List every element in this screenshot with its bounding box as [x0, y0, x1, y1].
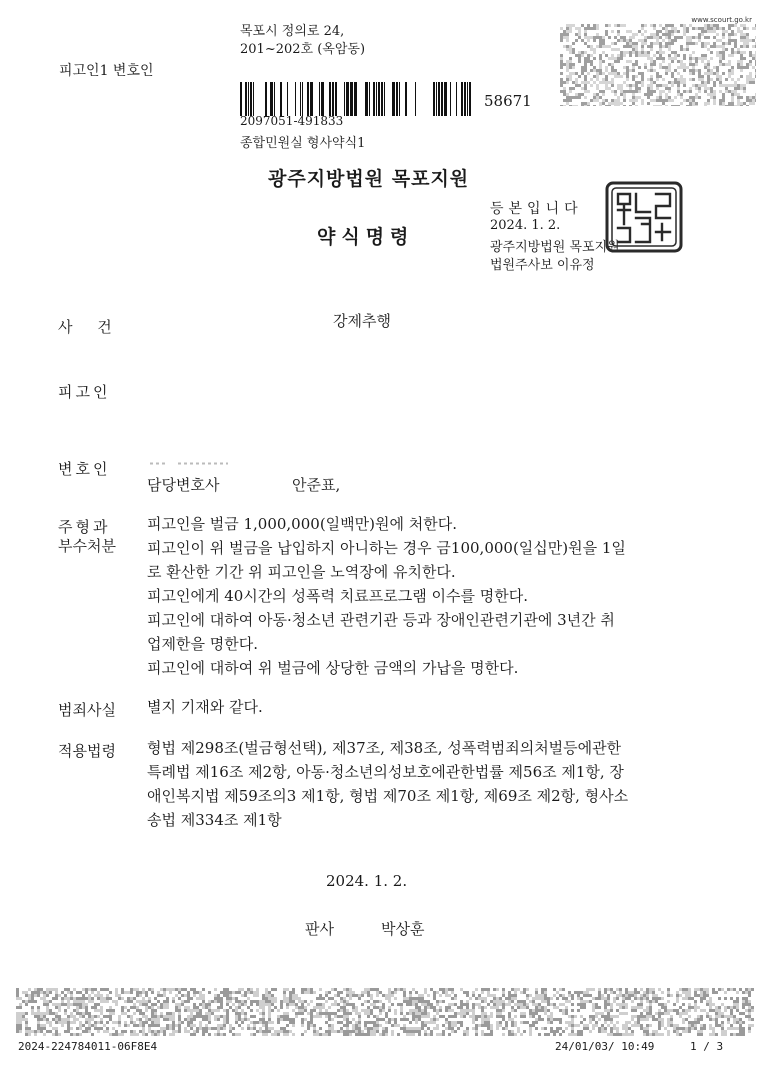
- document-title: 약식명령: [317, 226, 415, 248]
- barcode-bar: [376, 82, 377, 116]
- barcode-bar: [335, 82, 337, 116]
- barcode-bar: [253, 82, 254, 116]
- barcode-bar: [456, 82, 457, 116]
- barcode-bar: [469, 82, 471, 116]
- lawyer-name: 안준표,: [292, 476, 341, 494]
- sentence-line: 피고인에 대하여 아동·청소년 관련기관 등과 장애인관련기관에 3년간 취: [147, 611, 615, 629]
- barcode-number: 58671: [484, 92, 532, 110]
- barcode-bar: [300, 82, 301, 116]
- lawyer-role: 담당변호사: [147, 476, 220, 494]
- sentence-line: 피고인에 대하여 위 벌금에 상당한 금액의 가납을 명한다.: [147, 659, 519, 677]
- barcode-bar: [350, 82, 353, 116]
- address-line-1: 목포시 정의로 24,: [240, 24, 345, 39]
- certification-date: 2024. 1. 2.: [490, 218, 561, 233]
- barcode-bar: [378, 82, 380, 116]
- certification-clerk: 법원주사보 이유정: [490, 258, 595, 273]
- barcode-bar: [265, 82, 267, 116]
- footer-timestamp: 24/01/03/ 10:49: [555, 1040, 655, 1053]
- barcode-bar: [307, 82, 309, 116]
- judge-role: 판사: [305, 920, 334, 938]
- barcode-bar: [332, 82, 334, 116]
- form-name: 종합민원실 형사약식1: [240, 136, 366, 151]
- barcode-bar: [405, 82, 407, 116]
- barcode-bar: [373, 82, 375, 116]
- crime-facts-label: 범죄사실: [58, 701, 116, 719]
- barcode-bar: [467, 82, 468, 116]
- certification-court: 광주지방법원 목포지원: [490, 240, 620, 255]
- sentence-label-line-2: 부수처분: [58, 537, 116, 555]
- sentence-body: [147, 512, 626, 680]
- redaction-mark: [150, 462, 228, 465]
- applicable-law-label: 적용법령: [58, 742, 116, 760]
- barcode-code: 2097051-491833: [240, 114, 344, 128]
- case-name: 강제추행: [333, 312, 391, 330]
- barcode-bar: [329, 82, 331, 116]
- sentence-line: 로 환산한 기간 위 피고인을 노역장에 유치한다.: [147, 563, 456, 581]
- barcode-bar: [321, 82, 324, 116]
- lawyer-label: 변호인: [58, 460, 111, 478]
- barcode-bar: [399, 82, 400, 116]
- crime-facts-value: 별지 기재와 같다.: [147, 698, 263, 716]
- issue-date: 2024. 1. 2.: [326, 872, 408, 890]
- barcode-bar: [245, 82, 247, 116]
- barcode-bar: [280, 82, 282, 116]
- sentence-line: 피고인에게 40시간의 성폭력 치료프로그램 이수를 명한다.: [147, 587, 528, 605]
- barcode-bar: [240, 82, 242, 116]
- barcode-bar: [396, 82, 398, 116]
- defense-counsel-label: 피고인1 변호인: [59, 63, 154, 79]
- law-line: 송법 제334조 제1항: [147, 811, 282, 829]
- barcode-bar: [344, 82, 345, 116]
- footer-doc-id: 2024-224784011-06F8E4: [18, 1040, 158, 1053]
- law-line: 형법 제298조(벌금형선택), 제37조, 제38조, 성폭력범죄의처벌등에관한: [147, 739, 622, 757]
- barcode-bar: [444, 82, 447, 116]
- court-name: 광주지방법원 목포지원: [268, 168, 470, 190]
- barcode-bar: [438, 82, 440, 116]
- logo-url: www.scourt.go.kr: [691, 16, 752, 24]
- footer-page-number: 1 / 3: [690, 1040, 724, 1053]
- sentence-line: 피고인을 벌금 1,000,000(일백만)원에 처한다.: [147, 515, 457, 533]
- defendant-label: 피고인: [58, 383, 111, 401]
- barcode-bar: [287, 82, 288, 116]
- official-seal-icon: [604, 180, 684, 254]
- sentence-line: 업제한을 명한다.: [147, 635, 258, 653]
- sentence-label-line-1: 주형과: [58, 518, 111, 536]
- law-line: 애인복지법 제59조의3 제1항, 형법 제70조 제1항, 제69조 제2항, 형사소: [147, 787, 629, 805]
- barcode-bar: [461, 82, 463, 116]
- barcode-bar: [450, 82, 451, 116]
- case-label: 사 건: [58, 318, 122, 336]
- barcode-bar: [270, 82, 273, 116]
- barcode-bar: [436, 82, 437, 116]
- barcode-bar: [354, 82, 357, 116]
- barcode-bar: [415, 82, 416, 116]
- barcode-bar: [464, 82, 466, 116]
- judge-name: 박상훈: [381, 920, 425, 938]
- court-security-logo: [556, 14, 756, 106]
- barcode-bar: [369, 82, 370, 116]
- sentence-line: 피고인이 위 벌금을 납입하지 아니하는 경우 금100,000(일십만)원을 1일: [147, 539, 626, 557]
- law-line: 특례법 제16조 제2항, 아동·청소년의성보호에관한법률 제56조 제1항, 장: [147, 763, 624, 781]
- security-pattern-band: [16, 988, 754, 1036]
- barcode-bar: [384, 82, 385, 116]
- certification-heading: 등본입니다: [490, 201, 583, 217]
- barcode-bar: [392, 82, 395, 116]
- barcode-bar: [441, 82, 443, 116]
- barcode-bar: [295, 82, 296, 116]
- barcode-bar: [250, 82, 252, 116]
- barcode-bar: [433, 82, 435, 116]
- barcode: [240, 82, 472, 116]
- barcode-bar: [248, 82, 249, 116]
- barcode-bar: [365, 82, 368, 116]
- applicable-law-body: [147, 736, 628, 832]
- barcode-bar: [274, 82, 275, 116]
- barcode-bar: [319, 82, 320, 116]
- address-line-2: 201~202호 (옥암동): [240, 42, 366, 57]
- barcode-bar: [302, 82, 303, 116]
- barcode-bar: [310, 82, 313, 116]
- barcode-bar: [346, 82, 349, 116]
- barcode-bar: [381, 82, 383, 116]
